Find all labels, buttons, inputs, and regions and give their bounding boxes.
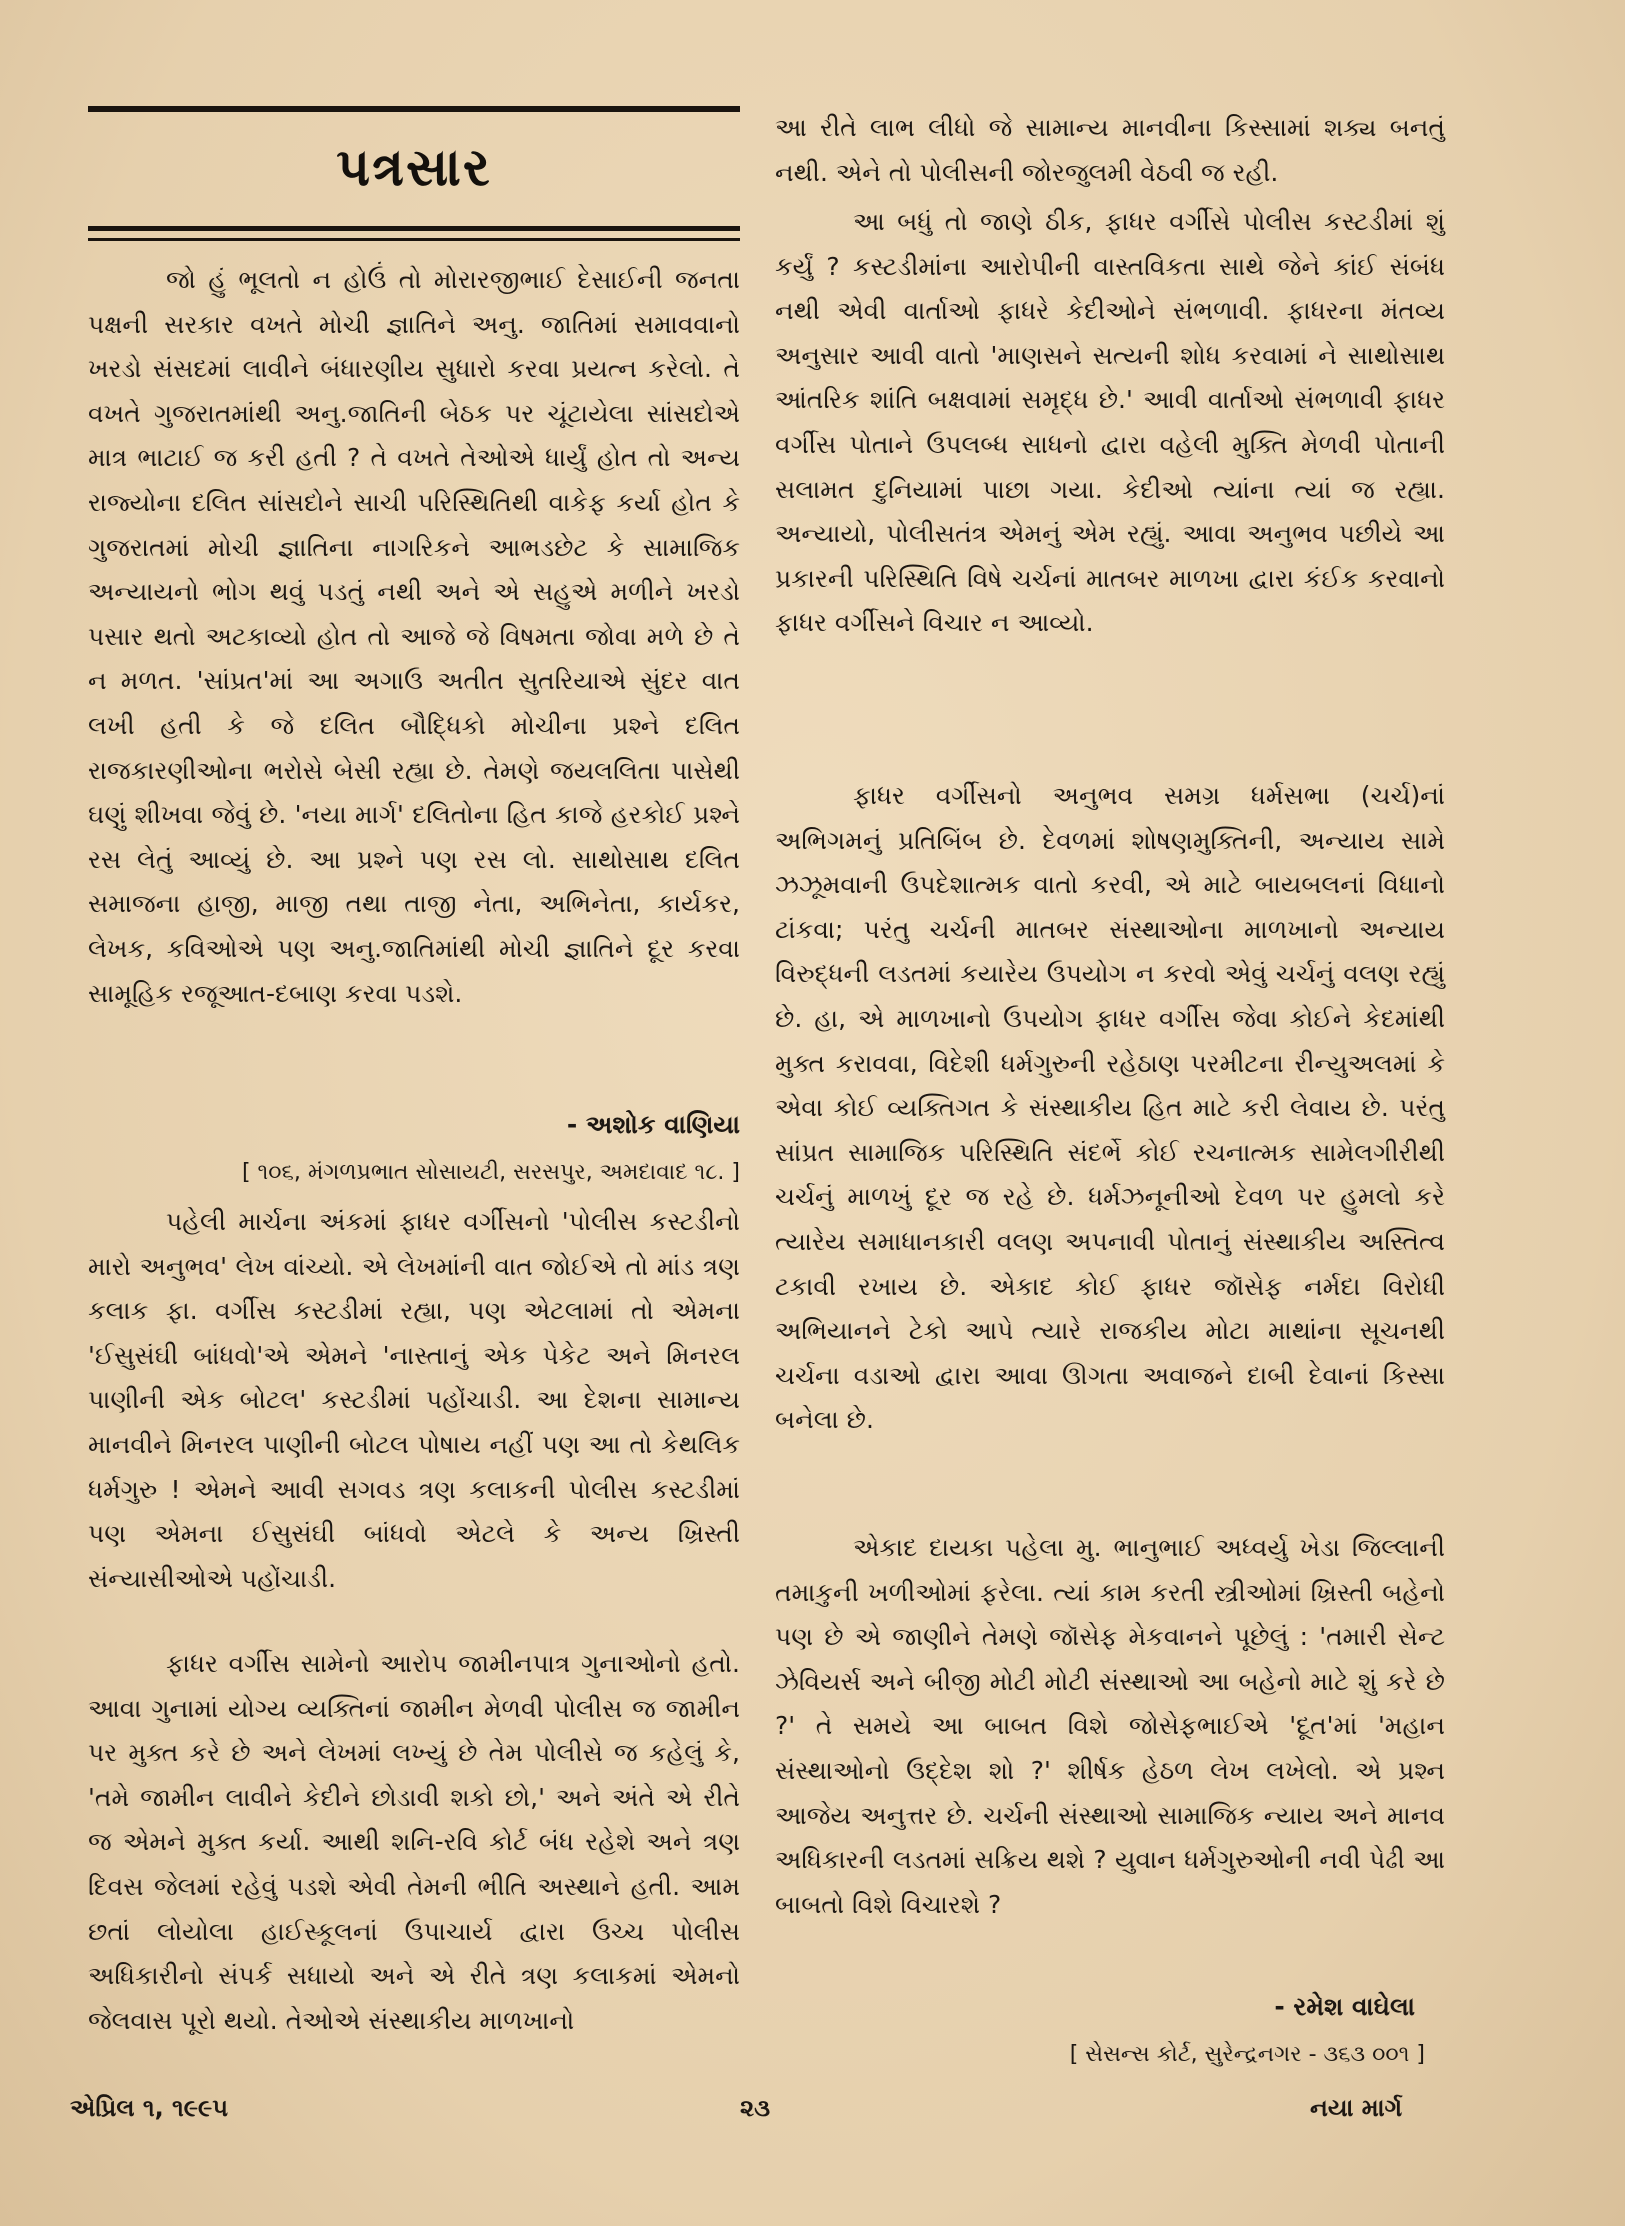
letter2-paragraph-4: આ બધું તો જાણે ઠીક, ફાધર વર્ગીસે પોલીસ કસ્ટડીમાં શું કર્યું ? કસ્ટડીમાંના આરોપીની વાસ્તવિકતા સાથે જેને કાંઈ સંબંધ નથી એવી વાર્તાઓ ફાધરે કેદીઓને સંભળાવી. ફાધરના મંતવ્ય અનુસાર આવી વાતો 'માણસને સત્યની શોધ કરવામાં ને સાથોસાથ આંતરિક શાંતિ બક્ષવામાં સમૃદ્ધ છે.' આવી વાર્તાઓ સંભળાવી ફાધર વર્ગીસ પોતાને ઉપલબ્ધ સાધનો દ્વારા વહેલી મુક્તિ મેળવી પોતાની સલામત દુનિયામાં પાછા ગયા. કેદીઓ ત્યાંના ત્યાં જ રહ્યા. અન્યાયો, પોલીસતંત્ર એમનું એમ રહ્યું. આવા અનુભવ પછીયે આ પ્રકારની પરિસ્થિતિ વિષે ચર્ચનાં માતબર માળખા દ્વારા કંઈક કરવાનો ફાધર વર્ગીસને વિચાર ન આવ્યો.: [775, 207, 1445, 638]
letter2-paragraph-2: ફાધર વર્ગીસ સામેનો આરોપ જામીનપાત્ર ગુનાઓનો હતો. આવા ગુનામાં યોગ્ય વ્યક્તિનાં જામીન મેળવી પોલીસ જ જામીન પર મુક્ત કરે છે અને લેખમાં લખ્યું છે તેમ પોલીસે જ કહેલું કે, 'તમે જામીન લાવીને કેદીને છોડાવી શકો છો,' અને અંતે એ રીતે જ એમને મુક્ત કર્યા. આથી શનિ-રવિ કોર્ટ બંધ રહેશે અને ત્રણ દિવસ જેલમાં રહેવું પડશે એવી તેમની ભીતિ અસ્થાને હતી. આમ છતાં લોયોલા હાઈસ્કૂલનાં ઉપાચાર્ય દ્વારા ઉચ્ચ પોલીસ અધિકારીનો સંપર્ક સધાયો અને એ રીતે ત્રણ કલાકમાં એમનો જેલવાસ પૂરો થયો. તેઓએ સંસ્થાકીય માળખાનો: [88, 1649, 740, 2035]
letter2-paragraph-5: ફાધર વર્ગીસનો અનુભવ સમગ્ર ધર્મસભા (ચર્ચ)નાં અભિગમનું પ્રતિબિંબ છે. દેવળમાં શોષણમુક્તિની, અન્યાય સામે ઝઝૂમવાની ઉપદેશાત્મક વાતો કરવી, એ માટે બાયબલનાં વિધાનો ટાંકવા; પરંતુ ચર્ચની માતબર સંસ્થાઓના માળખાનો અન્યાય વિરુદ્ધની લડતમાં કયારેય ઉપયોગ ન કરવો એવું ચર્ચનું વલણ રહ્યું છે. હા, એ માળખાનો ઉપયોગ ફાધર વર્ગીસ જેવા કોઈને કેદમાંથી મુક્ત કરાવવા, વિદેશી ધર્મગુરુની રહેઠાણ પરમીટના રીન્યુઅલમાં કે એવા કોઈ વ્યક્તિગત કે સંસ્થાકીય હિત માટે કરી લેવાય છે. પરંતુ સાંપ્રત સામાજિક પરિસ્થિતિ સંદર્ભે કોઈ રચનાત્મક સામેલગીરીથી ચર્ચનું માળખું દૂર જ રહે છે. ધર્મઝનૂનીઓ દેવળ પર હુમલો કરે ત્યારેય સમાધાનકારી વલણ અપનાવી પોતાનું સંસ્થાકીય અસ્તિત્વ ટકાવી રખાય છે. એકાદ કોઈ ફાધર જૉસેફ નર્મદા વિરોધી અભિયાનને ટેકો આપે ત્યારે રાજકીય મોટા માથાંના સૂચનથી ચર્ચના વડાઓ દ્વારા આવા ઊગતા અવાજને દાબી દેવાનાં કિસ્સા બનેલા છે.: [775, 781, 1445, 1435]
footer-page-number: ૨૩: [740, 2094, 771, 2122]
letter2-signature: - રમેશ વાઘેલા: [1274, 1992, 1415, 2021]
section-title: પત્રસાર: [336, 138, 492, 198]
letter1-paragraph-1: જો હું ભૂલતો ન હોઉં તો મોરારજીભાઈ દેસાઈની જનતા પક્ષની સરકાર વખતે મોચી જ્ઞાતિને અનુ. જાતિમાં સમાવવાનો ખરડો સંસદમાં લાવીને બંધારણીય સુધારો કરવા પ્રયત્ન કરેલો. તે વખતે ગુજરાતમાંથી અનુ.જાતિની બેઠક પર ચૂંટાયેલા સાંસદોએ માત્ર ભાટાઈ જ કરી હતી ? તે વખતે તેઓએ ધાર્યું હોત તો અન્ય રાજ્યોના દલિત સાંસદોને સાચી પરિસ્થિતિથી વાકેફ કર્યા હોત કે ગુજરાતમાં મોચી જ્ઞાતિના નાગરિકને આભડછેટ કે સામાજિક અન્યાયનો ભોગ થવું પડતું નથી અને એ સહુએ મળીને ખરડો પસાર થતો અટકાવ્યો હોત તો આજે જે વિષમતા જોવા મળે છે તે ન મળત. 'સાંપ્રત'માં આ અગાઉ અતીત સુતરિયાએ સુંદર વાત લખી હતી કે જે દલિત બૌદ્ધિકો મોચીના પ્રશ્ને દલિત રાજકારણીઓના ભરોસે બેસી રહ્યા છે. તેમણે જયલલિતા પાસેથી ઘણું શીખવા જેવું છે. 'નયા માર્ગ' દલિતોના હિત કાજે હરકોઈ પ્રશ્ને રસ લેતું આવ્યું છે. આ પ્રશ્ને પણ રસ લો. સાથોસાથ દલિત સમાજના હાજી, માજી તથા તાજી નેતા, અભિનેતા, કાર્યકર, લેખક, કવિઓએ પણ અનુ.જાતિમાંથી મોચી જ્ઞાતિને દૂર કરવા સામૂહિક રજૂઆત-દબાણ કરવા પડશે.: [88, 265, 740, 1008]
title-rule-lower: [88, 238, 740, 241]
title-rule-upper: [88, 226, 740, 231]
letter2-address: [ સેસન્સ કોર્ટ, સુરેન્દ્રનગર - ૩૬૩ ૦૦૧ ]: [1069, 2042, 1425, 2067]
letter2-paragraph-3: આ રીતે લાભ લીધો જે સામાન્ય માનવીના કિસ્સામાં શક્ય બનતું નથી. એને તો પોલીસની જોરજુલમી વેઠવી જ રહી.: [775, 113, 1445, 187]
footer-date: એપ્રિલ ૧, ૧૯૯૫: [70, 2094, 228, 2122]
footer-magazine-name: નયા માર્ગ: [1310, 2094, 1403, 2122]
letter2-paragraph-1: પહેલી માર્ચના અંકમાં ફાધર વર્ગીસનો 'પોલીસ કસ્ટડીનો મારો અનુભવ' લેખ વાંચ્યો. એ લેખમાંની વાત જોઈએ તો માંડ ત્રણ કલાક ફા. વર્ગીસ કસ્ટડીમાં રહ્યા, પણ એટલામાં તો એમના 'ઈસુસંઘી બાંધવો'એ એમને 'નાસ્તાનું એક પેકેટ અને મિનરલ પાણીની એક બોટલ' કસ્ટડીમાં પહોંચાડી. આ દેશના સામાન્ય માનવીને મિનરલ પાણીની બોટલ પોષાય નહીં પણ આ તો કેથલિક ધર્મગુરુ ! એમને આવી સગવડ ત્રણ કલાકની પોલીસ કસ્ટડીમાં પણ એમના ઈસુસંઘી બાંધવો એટલે કે અન્ય ખ્રિસ્તી સંન્યાસીઓએ પહોંચાડી.: [88, 1207, 740, 1593]
letter1-address: [ ૧૦૬, મંગળપ્રભાત સોસાયટી, સરસપુર, અમદાવાદ ૧૮. ]: [241, 1160, 740, 1185]
letter2-paragraph-6: એકાદ દાયકા પહેલા મુ. ભાનુભાઈ અધ્વર્યુ ખેડા જિલ્લાની તમાકુની ખળીઓમાં ફરેલા. ત્યાં કામ કરતી સ્ત્રીઓમાં ખ્રિસ્તી બહેનો પણ છે એ જાણીને તેમણે જૉસેફ મેકવાનને પૂછેલું : 'તમારી સેન્ટ ઝેવિયર્સ અને બીજી મોટી મોટી સંસ્થાઓ આ બહેનો માટે શું કરે છે ?' તે સમયે આ બાબત વિશે જોસેફભાઈએ 'દૂત'માં 'મહાન સંસ્થાઓનો ઉદ્દેશ શો ?' શીર્ષક હેઠળ લેખ લખેલો. એ પ્રશ્ન આજેય અનુત્તર છે. ચર્ચની સંસ્થાઓ સામાજિક ન્યાય અને માનવ અધિકારની લડતમાં સક્રિય થશે ? યુવાન ધર્મગુરુઓની નવી પેઢી આ બાબતો વિશે વિચારશે ?: [775, 1533, 1445, 1919]
letter1-signature: - અશોક વાણિયા: [566, 1110, 740, 1139]
top-rule: [88, 106, 740, 112]
